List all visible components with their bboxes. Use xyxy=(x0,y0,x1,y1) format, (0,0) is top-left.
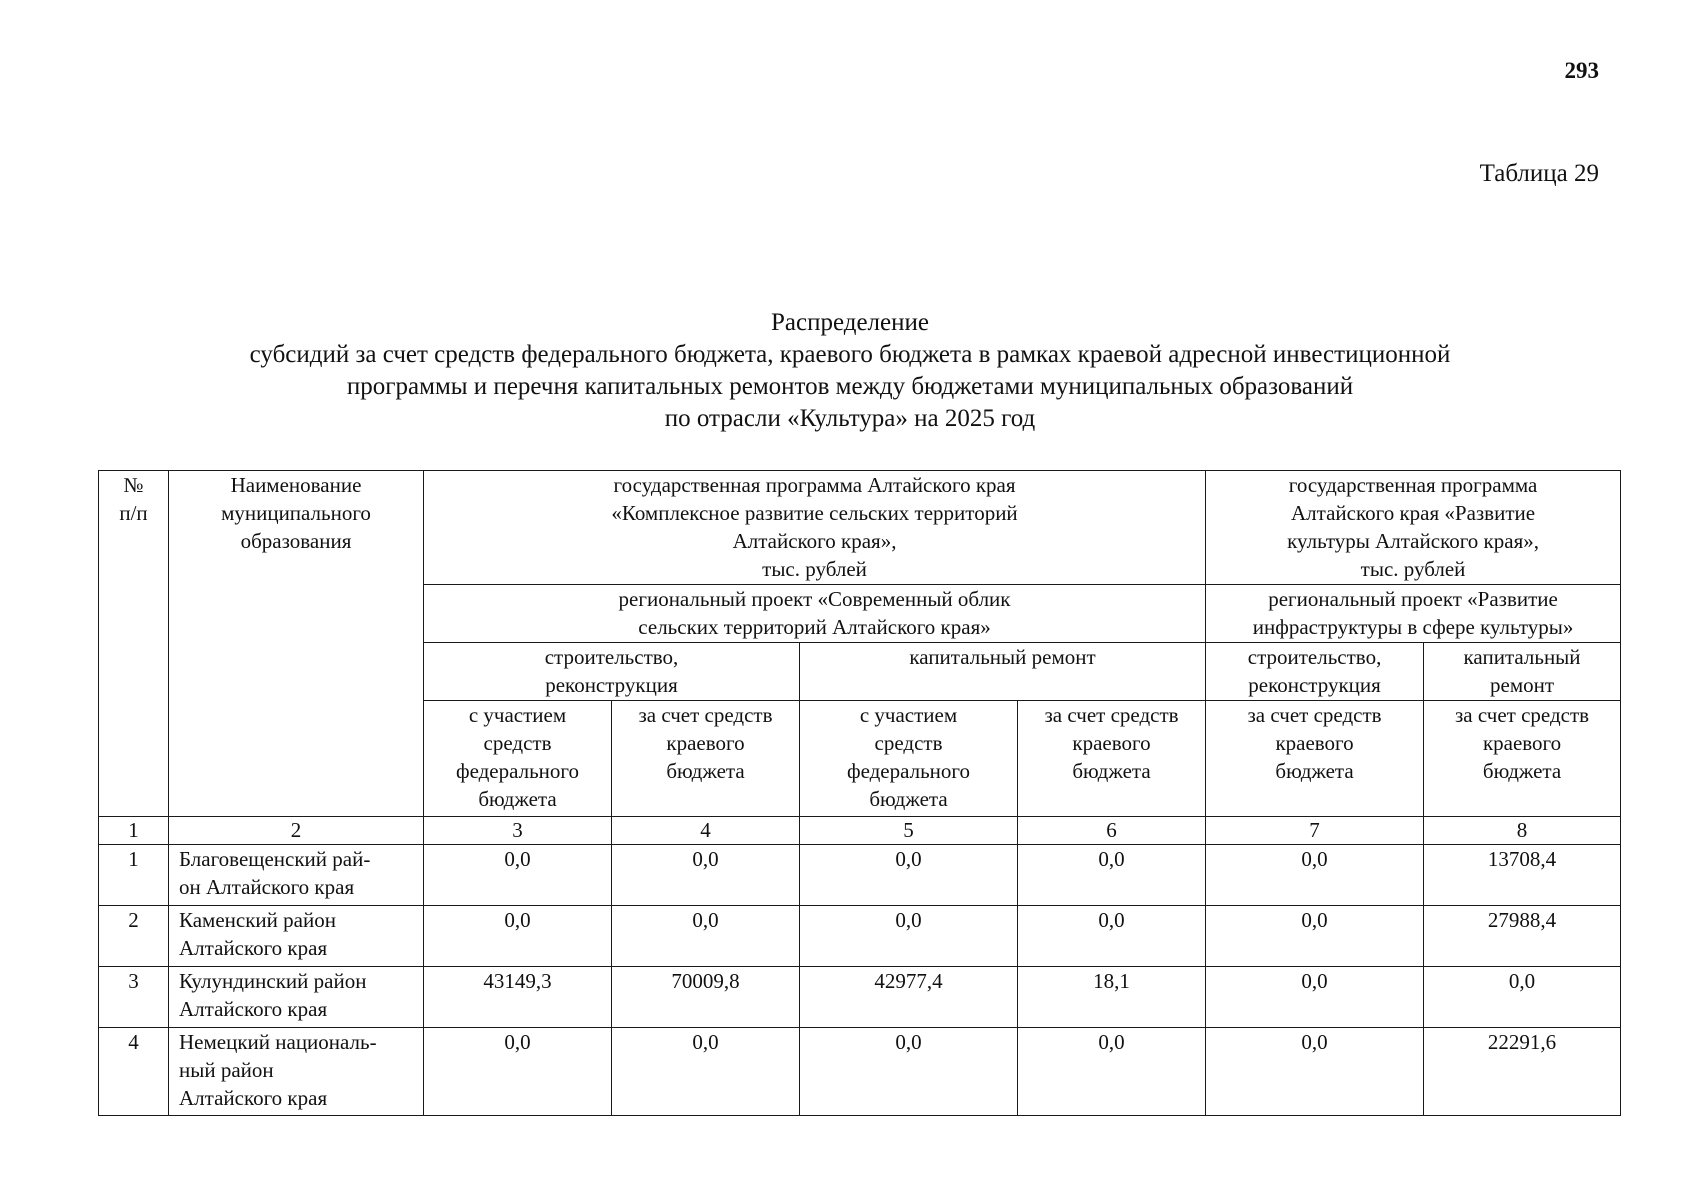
header-num: № п/п xyxy=(99,471,169,817)
table-row xyxy=(99,967,1621,1028)
value-cell: 0,0 xyxy=(1018,1028,1206,1116)
value-cell: 27988,4 xyxy=(1424,906,1621,967)
value-cell: 0,0 xyxy=(1018,906,1206,967)
table-row xyxy=(99,845,1621,906)
column-number: 5 xyxy=(800,817,1018,845)
column-number: 6 xyxy=(1018,817,1206,845)
header-reg-repair: за счет средств краевого бюджета xyxy=(1018,701,1206,817)
header-reg-construction-culture: за счет средств краевого бюджета xyxy=(1206,701,1424,817)
row-number: 2 xyxy=(99,906,169,967)
title-line: субсидий за счет средств федерального бюджета, краевого бюджета в рамках краевой адресной инвестиционной xyxy=(249,341,1451,368)
value-cell: 0,0 xyxy=(424,1028,612,1116)
title-line: Распределение xyxy=(771,309,929,336)
value-cell: 0,0 xyxy=(1206,967,1424,1028)
row-number: 3 xyxy=(99,967,169,1028)
value-cell: 0,0 xyxy=(612,845,800,906)
column-numbers-row xyxy=(99,817,1621,845)
value-cell: 18,1 xyxy=(1018,967,1206,1028)
header-construction-2: строительство, реконструкция xyxy=(1206,643,1424,701)
column-number: 4 xyxy=(612,817,800,845)
municipality-name: Благовещенский рай- он Алтайского края xyxy=(169,845,424,906)
page-number: 293 xyxy=(1564,58,1599,83)
document-title xyxy=(100,307,1600,435)
value-cell: 42977,4 xyxy=(800,967,1018,1028)
header-reg-construction: за счет средств краевого бюджета xyxy=(612,701,800,817)
column-number: 8 xyxy=(1424,817,1621,845)
value-cell: 0,0 xyxy=(1206,906,1424,967)
header-fed-construction: с участием средств федерального бюджета xyxy=(424,701,612,817)
value-cell: 0,0 xyxy=(800,1028,1018,1116)
value-cell: 0,0 xyxy=(612,906,800,967)
value-cell: 0,0 xyxy=(424,906,612,967)
column-number: 1 xyxy=(99,817,169,845)
header-fed-repair: с участием средств федерального бюджета xyxy=(800,701,1018,817)
value-cell: 0,0 xyxy=(612,1028,800,1116)
column-number: 2 xyxy=(169,817,424,845)
municipality-name: Кулундинский район Алтайского края xyxy=(169,967,424,1028)
title-line: по отрасли «Культура» на 2025 год xyxy=(664,405,1036,432)
row-number: 4 xyxy=(99,1028,169,1116)
table-row xyxy=(99,1028,1621,1116)
column-number: 7 xyxy=(1206,817,1424,845)
header-program-rural: государственная программа Алтайского края «Комплексное развитие сельских территорий Алтайского края», тыс. рублей xyxy=(424,471,1206,585)
header-project-rural: региональный проект «Современный облик сельских территорий Алтайского края» xyxy=(424,585,1206,643)
header-repair-1: капитальный ремонт xyxy=(800,643,1206,701)
value-cell: 0,0 xyxy=(1206,845,1424,906)
row-number: 1 xyxy=(99,845,169,906)
column-number: 3 xyxy=(424,817,612,845)
title-line: программы и перечня капитальных ремонтов между бюджетами муниципальных образований xyxy=(346,373,1354,400)
header-project-culture: региональный проект «Развитие инфраструктуры в сфере культуры» xyxy=(1206,585,1621,643)
municipality-name: Каменский район Алтайского края xyxy=(169,906,424,967)
value-cell: 0,0 xyxy=(1018,845,1206,906)
header-reg-repair-culture: за счет средств краевого бюджета xyxy=(1424,701,1621,817)
header-row-programs xyxy=(99,471,1621,585)
header-construction-1: строительство, реконструкция xyxy=(424,643,800,701)
value-cell: 70009,8 xyxy=(612,967,800,1028)
header-repair-2: капитальный ремонт xyxy=(1424,643,1621,701)
value-cell: 22291,6 xyxy=(1424,1028,1621,1116)
value-cell: 0,0 xyxy=(424,845,612,906)
value-cell: 0,0 xyxy=(1424,967,1621,1028)
table-label: Таблица 29 xyxy=(1479,160,1599,187)
value-cell: 43149,3 xyxy=(424,967,612,1028)
value-cell: 0,0 xyxy=(1206,1028,1424,1116)
municipality-name: Немецкий националь- ный район Алтайского края xyxy=(169,1028,424,1116)
header-name: Наименование муниципального образования xyxy=(169,471,424,817)
value-cell: 0,0 xyxy=(800,906,1018,967)
value-cell: 13708,4 xyxy=(1424,845,1621,906)
table-row xyxy=(99,906,1621,967)
value-cell: 0,0 xyxy=(800,845,1018,906)
subsidy-distribution-table xyxy=(98,470,1621,1116)
header-program-culture: государственная программа Алтайского края «Развитие культуры Алтайского края», тыс. рублей xyxy=(1206,471,1621,585)
